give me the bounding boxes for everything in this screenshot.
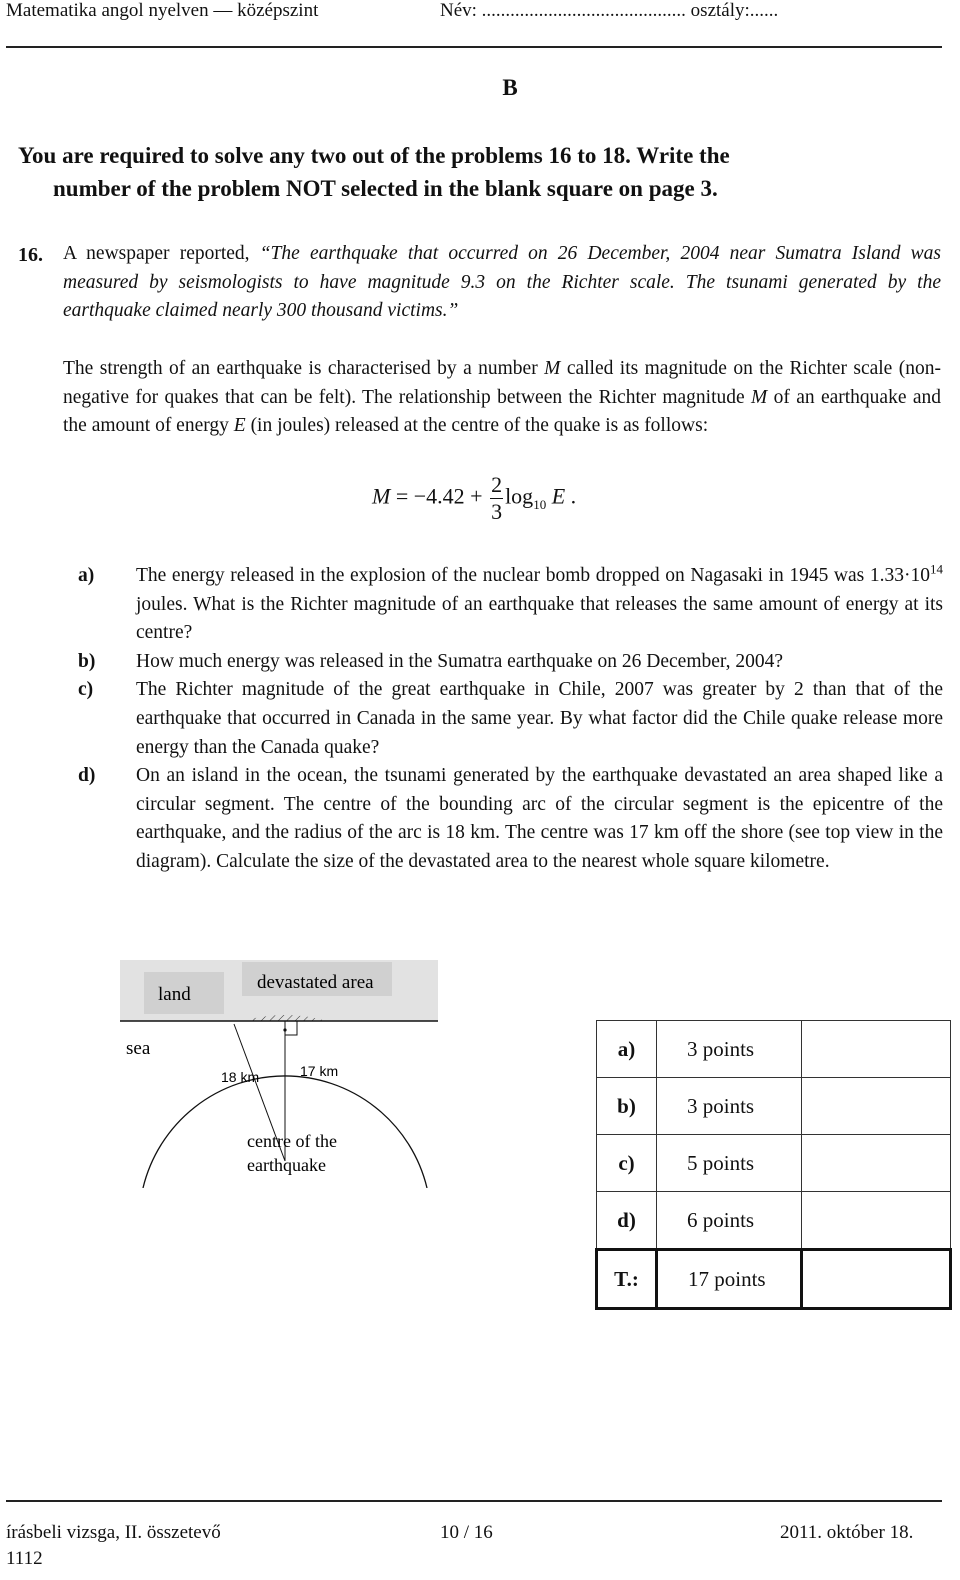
score-blank[interactable] <box>802 1078 951 1135</box>
score-blank[interactable] <box>802 1135 951 1192</box>
score-row <box>597 1135 951 1192</box>
score-points: 5 points <box>657 1135 802 1192</box>
label-sea: sea <box>126 1038 151 1059</box>
score-total-blank[interactable] <box>802 1250 951 1309</box>
desc-part-4: (in joules) released at the centre of the quake is as follows: <box>245 415 709 437</box>
score-points: 6 points <box>657 1192 802 1250</box>
question-b <box>78 648 943 677</box>
label-distance: 17 km <box>300 1063 339 1079</box>
desc-part-2: called its magnitude on the Richter scale (non-negative for quakes that can be felt). The relationship between the Richter magnitude <box>63 358 942 408</box>
label-centre-2: earthquake <box>247 1155 326 1175</box>
problem-number: 16. <box>18 244 43 266</box>
header-name-field: Név: ........................................... osztály:...... <box>440 0 779 21</box>
problem-description <box>63 355 941 441</box>
formula-eq: = −4.42 + <box>390 483 489 509</box>
score-part: b) <box>597 1078 657 1135</box>
quote-intro: A newspaper reported, <box>63 243 260 264</box>
question-label: a) <box>78 565 95 586</box>
score-blank[interactable] <box>802 1021 951 1078</box>
question-a-post: joules. What is the Richter magnitude of an earthquake that releases the same amount of energy at its centre? <box>136 593 943 644</box>
score-total-points: 17 points <box>657 1250 802 1309</box>
var-m: M <box>544 358 561 379</box>
score-part: a) <box>597 1021 657 1078</box>
score-part: c) <box>597 1135 657 1192</box>
exponent: 14 <box>930 561 943 577</box>
label-land: land <box>158 984 191 1005</box>
score-points: 3 points <box>657 1078 802 1135</box>
formula-lhs: M <box>372 483 391 509</box>
score-row <box>597 1021 951 1078</box>
instructions <box>18 139 943 205</box>
formula-fraction <box>490 472 503 525</box>
question-label: d) <box>78 765 96 787</box>
question-label: b) <box>78 650 96 672</box>
instruction-line-2: number of the problem NOT selected in the blank square on page 3. <box>53 176 718 201</box>
label-centre-1: centre of the <box>247 1131 337 1151</box>
fraction-numerator: 2 <box>491 472 503 497</box>
score-points: 3 points <box>657 1021 802 1078</box>
var-m: M <box>751 386 768 408</box>
var-e: E <box>233 415 246 437</box>
tsunami-diagram <box>120 958 440 1188</box>
fraction-denominator: 3 <box>491 499 503 524</box>
question-d <box>78 762 943 876</box>
score-row <box>597 1078 951 1135</box>
question-a <box>78 562 943 648</box>
footer-code: 1112 <box>6 1548 43 1569</box>
header-rule <box>6 46 942 48</box>
question-text: How much energy was released in the Sumatra earthquake on 26 December, 2004? <box>136 650 784 672</box>
footer-date: 2011. október 18. <box>780 1522 914 1543</box>
question-a-pre: The energy released in the explosion of the nuclear bomb dropped on Nagasaki in 1945 was 1.33·10 <box>136 565 930 586</box>
score-total-row <box>597 1250 951 1309</box>
score-part: d) <box>597 1192 657 1250</box>
question-list <box>78 562 943 877</box>
desc-part-3: of an earthquake and the amount of energy <box>63 386 941 437</box>
instruction-line-1: You are required to solve any two out of the problems 16 to 18. Write the <box>18 143 730 168</box>
desc-part-1: The strength of an earthquake is characterised by a number <box>63 358 545 379</box>
question-text <box>136 562 943 648</box>
formula-log-base: 10 <box>533 496 547 512</box>
footer-page: 10 / 16 <box>440 1522 493 1543</box>
label-devastated-area: devastated area <box>257 972 374 993</box>
question-label: c) <box>78 679 94 701</box>
score-table <box>595 1020 952 1310</box>
point-dot <box>283 1028 286 1031</box>
question-text: The Richter magnitude of the great earthquake in Chile, 2007 was greater by 2 than that of the earthquake that occurred in Canada in the same year. By what factor did the Chile quake release more energy than the Canada quake? <box>136 679 943 758</box>
question-c <box>78 676 943 762</box>
footer-rule <box>6 1500 942 1502</box>
formula-log: log <box>505 483 534 509</box>
quote-text: “The earthquake that occurred on 26 December, 2004 near Sumatra Island was measured by seismologists to have magnitude 9.3 on the Richter scale. The tsunami generated by the earthquake claimed nearly 300 thousand victims.” <box>63 243 941 322</box>
question-text: On an island in the ocean, the tsunami generated by the earthquake devastated an area shaped like a circular segment. The centre of the bounding arc of the circular segment is the epicentre of the earthquake, and the radius of the arc is 18 km. The centre was 17 km off the shore (see top view in the diagram). Calculate the size of the devastated area to the nearest whole square kilometre. <box>136 765 943 872</box>
newspaper-quote <box>63 240 941 326</box>
score-blank[interactable] <box>802 1192 951 1250</box>
right-angle-mark <box>285 1021 297 1035</box>
header-title: Matematika angol nyelven — középszint <box>6 0 319 21</box>
footer-left: írásbeli vizsga, II. összetevő <box>6 1522 221 1543</box>
formula-arg: E <box>546 483 566 509</box>
label-radius: 18 km <box>221 1069 260 1085</box>
richter-formula <box>372 472 576 525</box>
section-title: B <box>502 75 518 100</box>
formula-end: . <box>565 483 577 509</box>
score-total-label: T.: <box>597 1250 657 1309</box>
score-row <box>597 1192 951 1250</box>
